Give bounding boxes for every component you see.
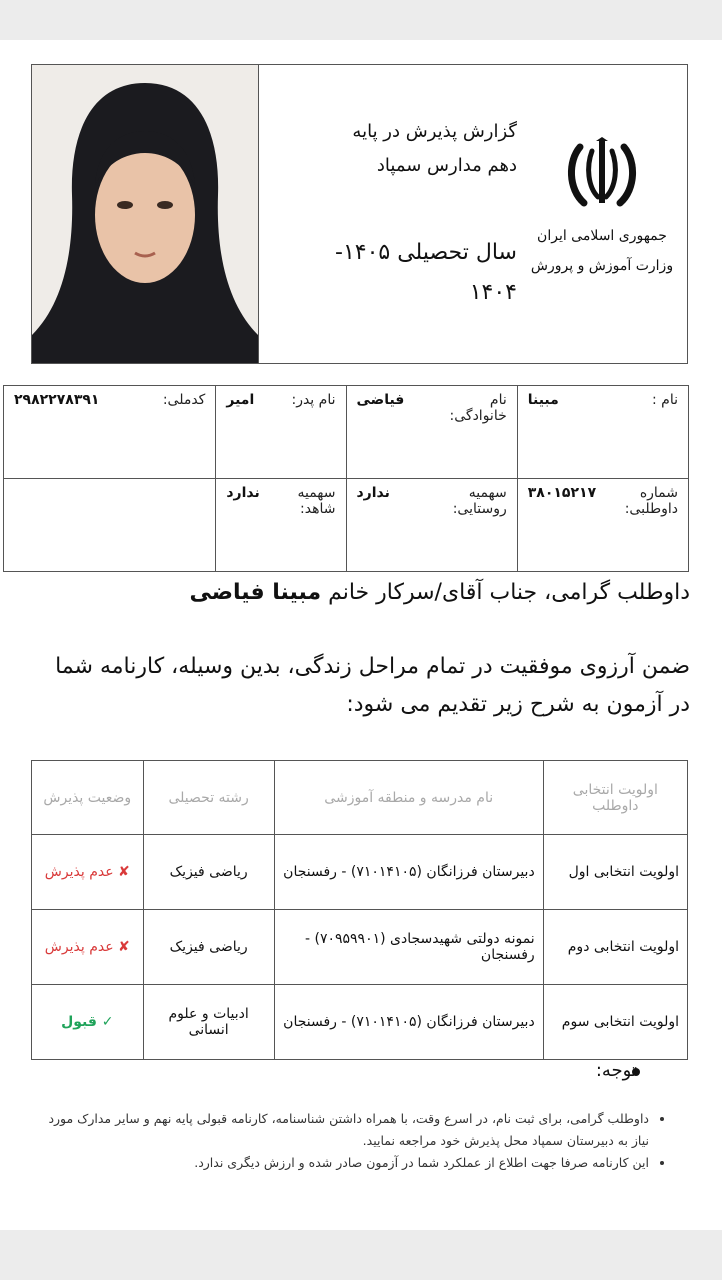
report-card [0,40,722,1230]
applicant-number-cell [517,479,688,572]
name-value: مبینا [527,392,559,408]
notice-list [39,1108,667,1174]
table-row [32,910,688,985]
martyr-quota-value: ندارد [226,485,260,501]
table-row [32,985,688,1060]
year-line-1: سال تحصیلی ۱۴۰۵- [335,240,517,265]
name-cell [517,386,688,479]
report-header [31,64,688,364]
table-row [32,835,688,910]
col-header-priority: اولویت انتخابی داوطلب [543,761,687,835]
col-header-field: رشته تحصیلی [143,761,274,835]
father-label: نام پدر: [291,392,336,408]
results-table [31,760,688,1060]
row-field: ادبیات و علوم انسانی [143,985,274,1060]
greeting-prefix: داوطلب گرامی، جناب آقای/سرکار خانم [328,580,690,605]
intro-paragraph: ضمن آرزوی موفقیت در تمام مراحل زندگی، بدین وسیله، کارنامه شما در آزمون به شرح زیر تقدیم می شود: [55,654,690,717]
row-status-accepted: ✓ قبول [32,985,144,1060]
applicant-info-table [3,385,689,572]
academic-year [272,233,517,313]
notice-item: • داوطلب گرامی، برای ثبت نام، در اسرع وقت، با همراه داشتن شناسنامه، کارنامه قبولی پایه نهم و سایر مدارک مورد نیاز به دبیرستان سمپاد محل پذیرش خود مراجعه نمایید. [39,1108,649,1152]
national-id-value: ۲۹۸۲۲۷۸۳۹۱ [14,392,100,408]
title-line-1: گزارش پذیرش در پایه [352,121,517,142]
row-status-rejected: ✘ عدم پذیرش [32,910,144,985]
father-cell [216,386,346,479]
name-label: نام : [652,392,678,408]
row-school: دبیرستان فرزانگان (۷۱۰۱۴۱۰۵) - رفسنجان [274,985,543,1060]
row-field: ریاضی فیزیک [143,835,274,910]
notice-item: • این کارنامه صرفا جهت اطلاع از عملکرد شما در آزمون صادر شده و ارزش دیگری ندارد. [39,1152,649,1174]
title-line-2: دهم مدارس سمپاد [376,155,517,176]
year-line-2: ۱۴۰۴ [469,280,517,305]
notice-heading: توجه: [595,1060,637,1081]
national-id-label: کدملی: [162,392,206,408]
row-priority: اولویت انتخابی سوم [543,985,687,1060]
col-header-status: وضعیت پذیرش [32,761,144,835]
family-label: نام خانوادگی: [449,392,507,424]
family-cell [346,386,517,479]
applicant-number-value: ۳۸۰۱۵۲۱۷ [527,485,597,501]
emblem-line-1: جمهوری اسلامی ایران [537,228,667,244]
martyr-quota-label: سهمیه شاهد: [297,485,336,517]
portrait-illustration [32,65,258,363]
row-priority: اولویت انتخابی دوم [543,910,687,985]
ministry-emblem-block [517,137,687,281]
family-value: فیاضی [356,392,405,408]
applicant-number-label: شماره داوطلبی: [624,485,678,517]
row-school: نمونه دولتی شهیدسجادی (۷۰۹۵۹۹۰۱) - رفسنجان [274,910,543,985]
row-priority: اولویت انتخابی اول [543,835,687,910]
report-title [272,115,517,183]
greeting-name: مبینا فیاضی [189,580,322,605]
row-status-rejected: ✘ عدم پذیرش [32,835,144,910]
rural-quota-cell [346,479,517,572]
iran-emblem-icon [562,137,642,213]
martyr-quota-cell [216,479,346,572]
father-value: امیر [226,392,255,408]
col-header-school: نام مدرسه و منطقه آموزشی [274,761,543,835]
empty-cell [4,479,216,572]
row-field: ریاضی فیزیک [143,910,274,985]
national-id-cell [4,386,216,479]
greeting-line [189,580,690,605]
rural-quota-value: ندارد [356,485,390,501]
applicant-photo [32,65,259,363]
emblem-line-2: وزارت آموزش و پرورش [530,258,674,274]
row-school: دبیرستان فرزانگان (۷۱۰۱۴۱۰۵) - رفسنجان [274,835,543,910]
rural-quota-label: سهمیه روستایی: [452,485,507,517]
